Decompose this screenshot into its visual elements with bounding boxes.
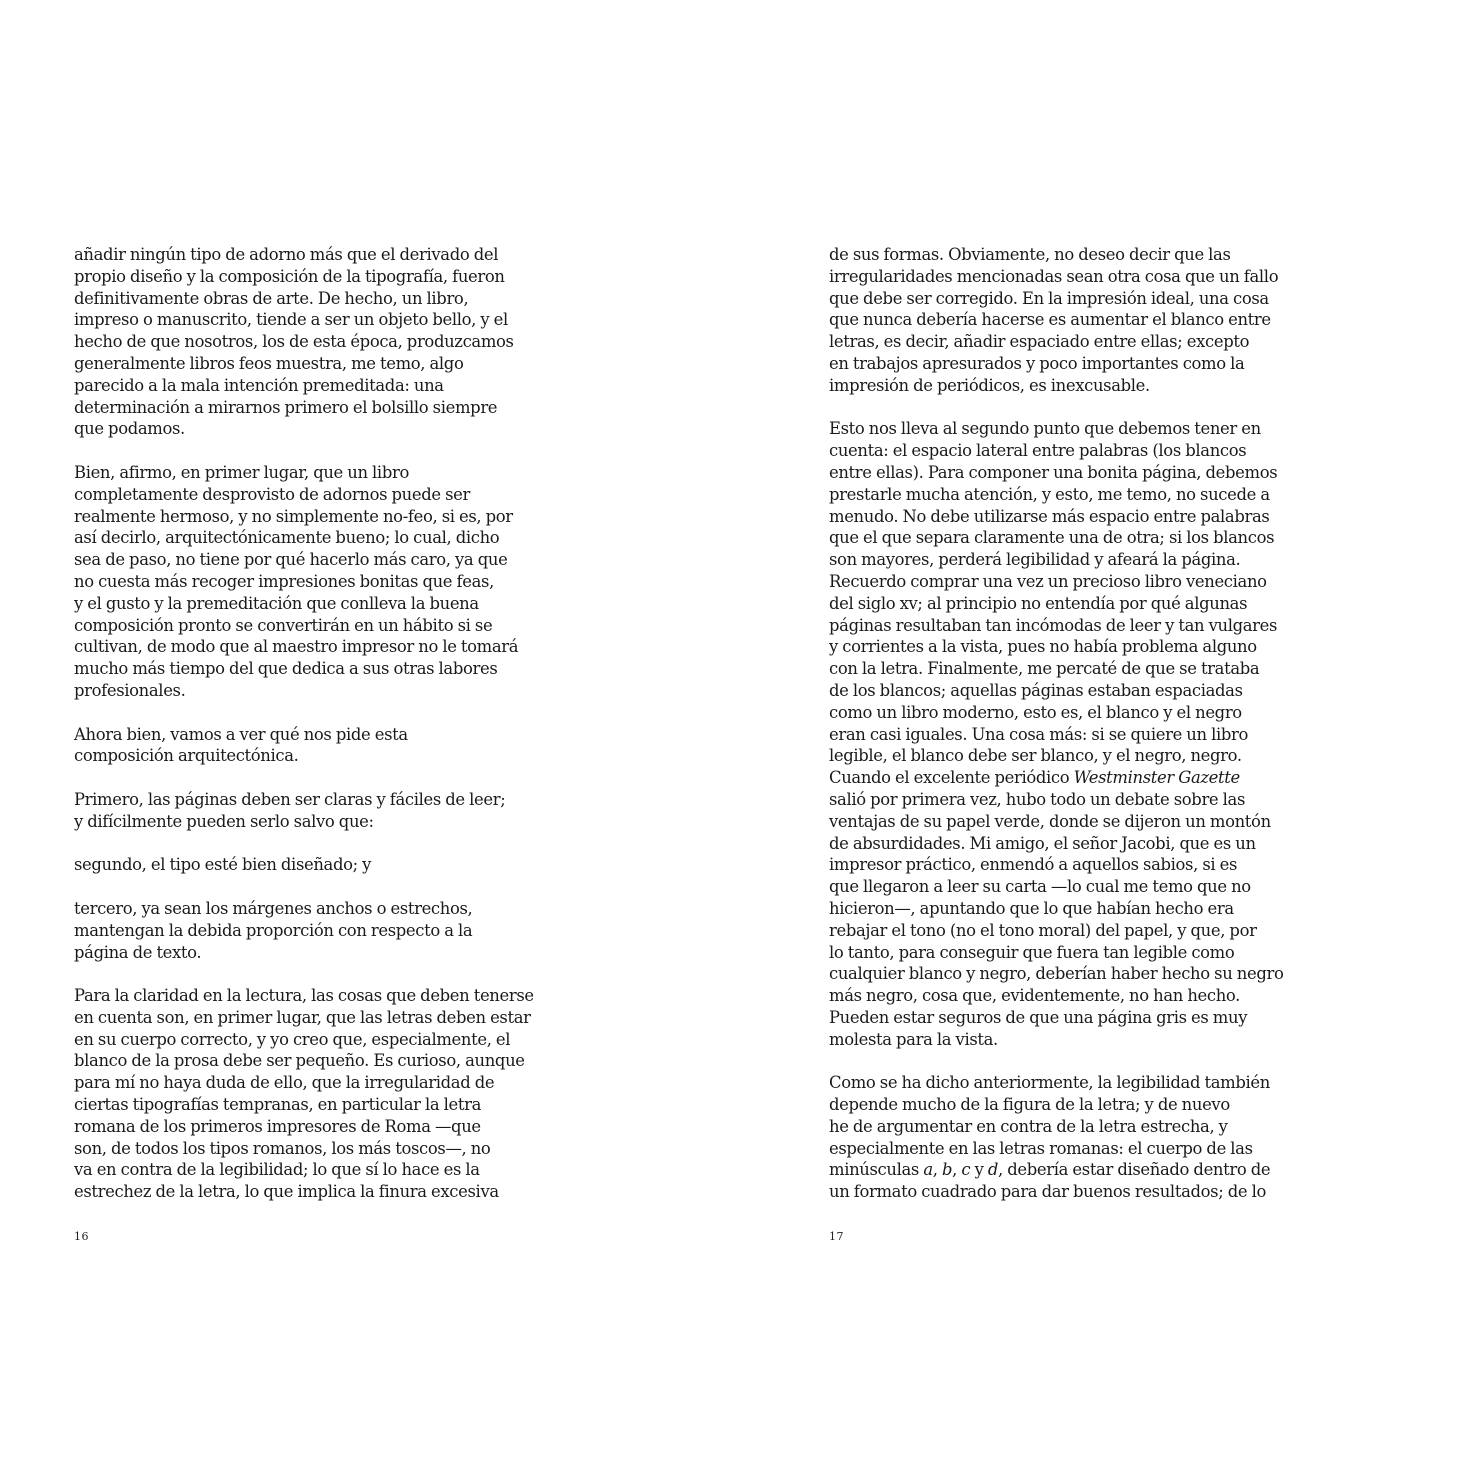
text-line: minúsculas a, b, c y d, debería estar diseñado dentro de xyxy=(829,1160,1271,1180)
text-line: añadir ningún tipo de adorno más que el derivado del xyxy=(74,245,499,264)
text-line: letras, es decir, añadir espaciado entre ellas; excepto xyxy=(829,332,1250,352)
text-line: con la letra. Finalmente, me percaté de que se trataba xyxy=(829,659,1260,679)
text-line: de los blancos; aquellas páginas estaban espaciadas xyxy=(829,680,1243,700)
text-line: rebajar el tono (no el tono moral) del papel, y que, por xyxy=(829,920,1257,940)
text-line: así decirlo, arquitectónicamente bueno; lo cual, dicho xyxy=(74,528,500,548)
text-line: realmente hermoso, y no simplemente no-feo, si es, por xyxy=(74,506,513,526)
text-line: del siglo xv; al principio no entendía por qué algunas xyxy=(829,593,1248,613)
text-line: Como se ha dicho anteriormente, la legibilidad también xyxy=(829,1073,1270,1093)
text-line: estrechez de la letra, lo que implica la finura excesiva xyxy=(74,1182,499,1202)
right-page xyxy=(829,244,1299,1225)
text-line: cultivan, de modo que al maestro impresor no le tomará xyxy=(74,637,519,657)
text-line: sea de paso, no tiene por qué hacerlo más caro, ya que xyxy=(74,550,508,570)
text-line: generalmente libros feos muestra, me temo, algo xyxy=(74,353,464,373)
text-line: depende mucho de la figura de la letra; y de nuevo xyxy=(829,1095,1230,1115)
text-line: impresor práctico, enmendó a aquellos sabios, si es xyxy=(829,855,1238,875)
text-line: de absurdidades. Mi amigo, el señor Jacobi, que es un xyxy=(829,833,1256,853)
text-line: definitivamente obras de arte. De hecho, un libro, xyxy=(74,288,469,308)
text-line: que nunca debería hacerse es aumentar el blanco entre xyxy=(829,310,1271,330)
text-line: en su cuerpo correcto, y yo creo que, especialmente, el xyxy=(74,1029,511,1049)
text-line: páginas resultaban tan incómodas de leer y tan vulgares xyxy=(829,615,1278,635)
text-line: ventajas de su papel verde, donde se dijeron un montón xyxy=(829,811,1271,831)
text-line: parecido a la mala intención premeditada: una xyxy=(74,375,444,395)
text-line: impresión de periódicos, es inexcusable. xyxy=(829,375,1150,395)
text-line: de sus formas. Obviamente, no deseo decir que las xyxy=(829,245,1231,264)
text-line: página de texto. xyxy=(74,942,202,962)
text-line: mucho más tiempo del que dedica a sus otras labores xyxy=(74,659,498,679)
text-line: molesta para la vista. xyxy=(829,1029,998,1049)
text-line: en cuenta son, en primer lugar, que las letras deben estar xyxy=(74,1007,531,1027)
text-line: Esto nos lleva al segundo punto que debemos tener en xyxy=(829,419,1261,439)
left-page xyxy=(74,244,544,1225)
text-line: lo tanto, para conseguir que fuera tan legible como xyxy=(829,942,1235,962)
text-line: blanco de la prosa debe ser pequeño. Es curioso, aunque xyxy=(74,1051,525,1071)
text-line: Ahora bien, vamos a ver qué nos pide esta xyxy=(74,724,408,744)
text-line: Para la claridad en la lectura, las cosas que deben tenerse xyxy=(74,986,534,1006)
text-line: que podamos. xyxy=(74,419,185,439)
text-line: en trabajos apresurados y poco importantes como la xyxy=(829,353,1245,373)
text-line: Bien, afirmo, en primer lugar, que un libro xyxy=(74,462,409,482)
text-line: y corrientes a la vista, pues no había problema alguno xyxy=(829,637,1257,657)
text-line: entre ellas). Para componer una bonita página, debemos xyxy=(829,462,1278,482)
left-page-number: 16 xyxy=(74,1230,89,1243)
paragraph xyxy=(829,418,1299,1050)
paragraph xyxy=(74,724,544,768)
text-line: completamente desprovisto de adornos puede ser xyxy=(74,484,470,504)
paragraph xyxy=(74,985,544,1203)
text-line: cualquier blanco y negro, deberían haber hecho su negro xyxy=(829,964,1284,984)
right-page-number: 17 xyxy=(829,1230,844,1243)
text-line: legible, el blanco debe ser blanco, y el negro, negro. xyxy=(829,746,1242,766)
text-line: que el que separa claramente una de otra; si los blancos xyxy=(829,528,1275,548)
paragraph xyxy=(829,244,1299,397)
text-line: prestarle mucha atención, y esto, me temo, no sucede a xyxy=(829,484,1270,504)
text-line: hecho de que nosotros, los de esta época, produzcamos xyxy=(74,332,514,352)
paragraph xyxy=(74,854,544,876)
text-line: cuenta: el espacio lateral entre palabras (los blancos xyxy=(829,441,1247,461)
text-line: Primero, las páginas deben ser claras y fáciles de leer; xyxy=(74,789,506,809)
right-page-text xyxy=(829,244,1299,1203)
text-line: hicieron—, apuntando que lo que habían hecho era xyxy=(829,898,1234,918)
text-line: que debe ser corregido. En la impresión ideal, una cosa xyxy=(829,288,1269,308)
text-line: Cuando el excelente periódico Westminster Gazette xyxy=(829,768,1240,788)
text-line: más negro, cosa que, evidentemente, no han hecho. xyxy=(829,986,1241,1006)
text-line: son, de todos los tipos romanos, los más toscos—, no xyxy=(74,1138,491,1158)
text-line: especialmente en las letras romanas: el cuerpo de las xyxy=(829,1138,1253,1158)
text-line: como un libro moderno, esto es, el blanco y el negro xyxy=(829,702,1242,722)
text-line: Pueden estar seguros de que una página gris es muy xyxy=(829,1007,1248,1027)
text-line: he de argumentar en contra de la letra estrecha, y xyxy=(829,1116,1228,1136)
text-line: eran casi iguales. Una cosa más: si se quiere un libro xyxy=(829,724,1248,744)
text-line: un formato cuadrado para dar buenos resultados; de lo xyxy=(829,1182,1267,1202)
text-line: composición arquitectónica. xyxy=(74,746,299,766)
text-line: y el gusto y la premeditación que conlleva la buena xyxy=(74,593,479,613)
paragraph xyxy=(74,462,544,702)
text-line: profesionales. xyxy=(74,680,186,700)
text-line: va en contra de la legibilidad; lo que sí lo hace es la xyxy=(74,1160,480,1180)
text-line: composición pronto se convertirán en un hábito si se xyxy=(74,615,493,635)
text-line: salió por primera vez, hubo todo un debate sobre las xyxy=(829,789,1246,809)
text-line: son mayores, perderá legibilidad y afeará la página. xyxy=(829,550,1241,570)
text-line: irregularidades mencionadas sean otra cosa que un fallo xyxy=(829,266,1279,286)
text-line: segundo, el tipo esté bien diseñado; y xyxy=(74,855,372,875)
text-line: romana de los primeros impresores de Roma —que xyxy=(74,1116,481,1136)
text-line: tercero, ya sean los márgenes anchos o estrechos, xyxy=(74,898,473,918)
text-line: mantengan la debida proporción con respecto a la xyxy=(74,920,473,940)
paragraph xyxy=(74,898,544,963)
text-line: no cuesta más recoger impresiones bonitas que feas, xyxy=(74,571,494,591)
text-line: propio diseño y la composición de la tipografía, fueron xyxy=(74,266,505,286)
text-line: impreso o manuscrito, tiende a ser un objeto bello, y el xyxy=(74,310,508,330)
text-line: Recuerdo comprar una vez un precioso libro veneciano xyxy=(829,571,1267,591)
text-line: para mí no haya duda de ello, que la irregularidad de xyxy=(74,1073,495,1093)
text-line: menudo. No debe utilizarse más espacio entre palabras xyxy=(829,506,1270,526)
text-line: determinación a mirarnos primero el bolsillo siempre xyxy=(74,397,498,417)
paragraph xyxy=(829,1072,1299,1203)
text-line: que llegaron a leer su carta —lo cual me temo que no xyxy=(829,877,1251,897)
text-line: ciertas tipografías tempranas, en particular la letra xyxy=(74,1095,482,1115)
paragraph xyxy=(74,789,544,833)
text-line: y difícilmente pueden serlo salvo que: xyxy=(74,811,374,831)
left-page-text xyxy=(74,244,544,1203)
paragraph xyxy=(74,244,544,440)
